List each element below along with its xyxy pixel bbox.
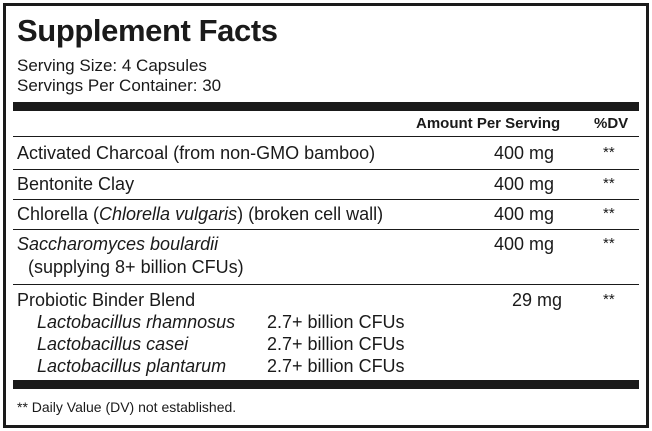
ingredient-dv: ** xyxy=(603,175,615,192)
thick-divider-bottom xyxy=(13,380,639,389)
ingredient-note: (supplying 8+ billion CFUs) xyxy=(28,257,244,277)
blend-item-value: 2.7+ billion CFUs xyxy=(267,334,405,354)
serving-size: Serving Size: 4 Capsules xyxy=(17,56,207,75)
divider xyxy=(13,284,639,285)
blend-item-name: Lactobacillus casei xyxy=(37,334,189,354)
panel-title: Supplement Facts xyxy=(17,13,278,48)
supplement-facts-panel xyxy=(3,3,649,428)
blend-item xyxy=(37,355,405,377)
footnote: ** Daily Value (DV) not established. xyxy=(17,399,237,415)
divider xyxy=(13,169,639,170)
servings-per-container: Servings Per Container: 30 xyxy=(17,76,222,95)
ingredient-dv: ** xyxy=(603,205,615,222)
ingredient-amount: 400 mg xyxy=(494,143,555,163)
amount-per-serving-header: Amount Per Serving xyxy=(416,115,561,132)
ingredient-name: Probiotic Binder Blend xyxy=(17,290,196,310)
divider xyxy=(13,199,639,200)
ingredient-dv: ** xyxy=(603,291,615,308)
blend-item-value: 2.7+ billion CFUs xyxy=(267,312,405,332)
blend-item-name: Lactobacillus plantarum xyxy=(37,356,227,376)
blend-item xyxy=(37,311,405,333)
ingredient-name: Bentonite Clay xyxy=(17,174,135,194)
blend-item xyxy=(37,333,405,355)
ingredient-name: Saccharomyces boulardii xyxy=(17,234,219,254)
ingredient-amount: 400 mg xyxy=(494,204,555,224)
ingredient-dv: ** xyxy=(603,235,615,252)
blend-item-value: 2.7+ billion CFUs xyxy=(267,356,405,376)
ingredient-amount: 29 mg xyxy=(512,290,563,310)
divider xyxy=(13,136,639,137)
ingredient-amount: 400 mg xyxy=(494,174,555,194)
divider xyxy=(13,229,639,230)
ingredient-amount: 400 mg xyxy=(494,234,555,254)
blend-item-name: Lactobacillus rhamnosus xyxy=(37,312,236,332)
ingredient-name: Chlorella (Chlorella vulgaris) (broken cell wall) xyxy=(17,204,384,224)
thick-divider-top xyxy=(13,102,639,111)
ingredient-name: Activated Charcoal (from non-GMO bamboo) xyxy=(17,143,376,163)
ingredient-dv: ** xyxy=(603,144,615,161)
dv-header: %DV xyxy=(594,115,629,132)
